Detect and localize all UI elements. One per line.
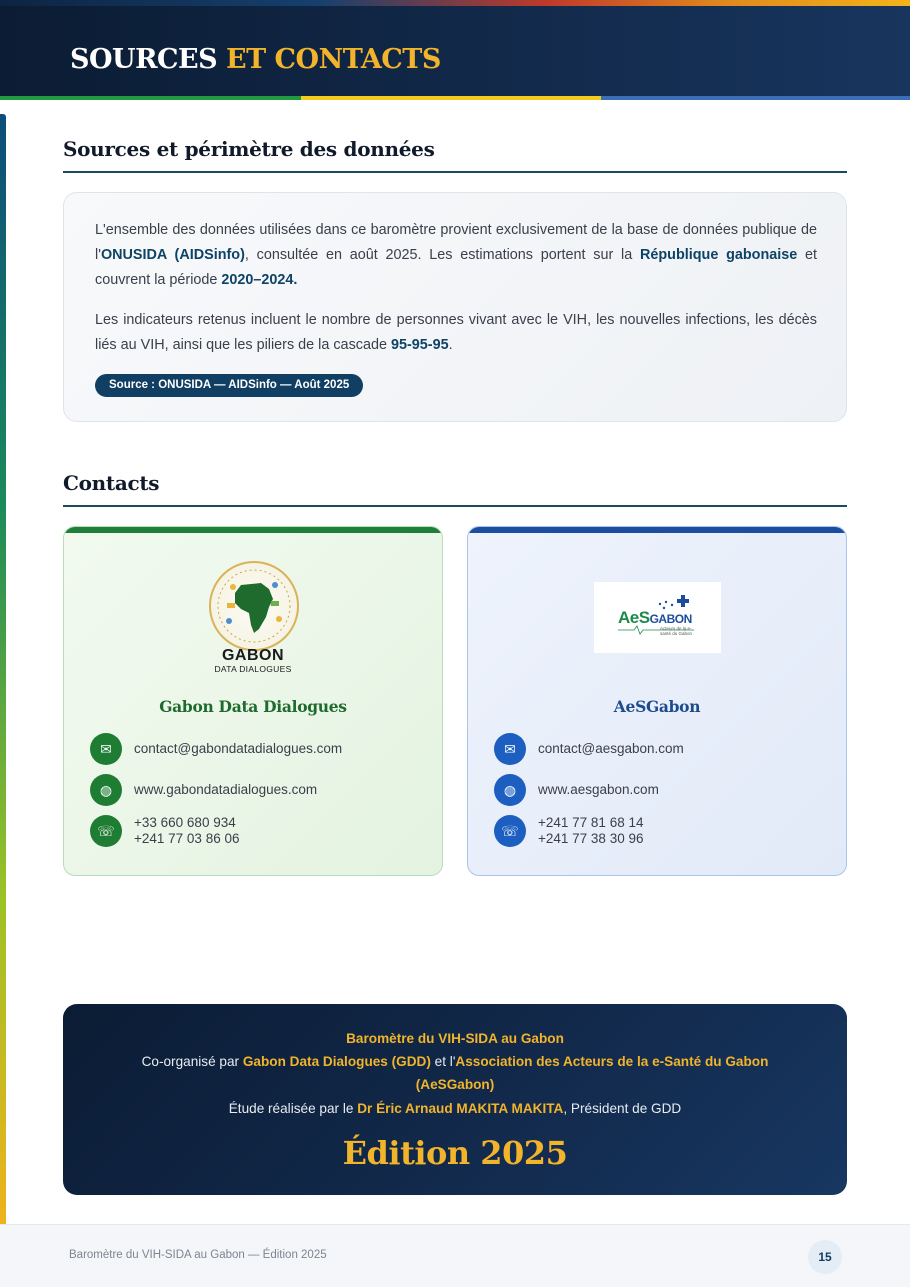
flag-yellow	[301, 96, 601, 100]
edition-title: Édition 2025	[342, 1134, 568, 1172]
gdd-logo-big: GABON	[221, 647, 285, 664]
aes-web-row[interactable]	[494, 774, 659, 806]
gdd-phones[interactable]	[134, 815, 239, 847]
gdd-email[interactable]: contact@gabondatadialogues.com	[134, 741, 343, 756]
gdd-web-row[interactable]	[90, 774, 317, 806]
aes-logo-tagline: Acteurs de la e-santé du Gabon	[660, 626, 693, 636]
flag-green	[0, 96, 301, 100]
aes-name: AeSGabon	[613, 697, 701, 716]
africa-map-icon	[211, 563, 297, 649]
flag-blue	[601, 96, 910, 100]
aes-phone-2[interactable]: +241 77 38 30 96	[538, 831, 644, 846]
page-number: 15	[808, 1240, 842, 1274]
sources-section-rule	[63, 171, 847, 173]
gdd-website[interactable]: www.gabondatadialogues.com	[134, 782, 318, 797]
aes-phone-row[interactable]	[494, 815, 643, 847]
sources-paragraph-1: L'ensemble des données utilisées dans ce baromètre provient exclusivement de la base de données publique de l'ONUSIDA (AIDSinfo), consultée en août 2025. Les estimations portent sur la République gabonaise et couvrent la période 2020–2024.	[95, 222, 817, 288]
gdd-name: Gabon Data Dialogues	[159, 697, 347, 716]
page-header	[0, 6, 910, 96]
page-title-accent: ET CONTACTS	[225, 44, 441, 75]
aes-logo-mark: AeSGABON	[618, 608, 692, 627]
aes-website[interactable]: www.aesgabon.com	[538, 782, 659, 797]
envelope-icon: ✉	[90, 733, 122, 765]
contact-card-aes	[467, 526, 847, 876]
page-title	[70, 44, 441, 75]
page-title-main: SOURCES	[70, 44, 218, 75]
gdd-logo-wordmark	[64, 647, 442, 674]
contact-card-gdd	[63, 526, 443, 876]
footer-text: Baromètre du VIH-SIDA au Gabon — Édition 2025	[69, 1249, 327, 1261]
aes-email-row[interactable]	[494, 733, 684, 765]
gdd-phone-2[interactable]: +241 77 03 86 06	[134, 831, 240, 846]
envelope-icon: ✉	[494, 733, 526, 765]
sources-box	[63, 192, 847, 422]
edition-banner	[63, 1004, 847, 1195]
banner-line-3: (AeSGabon)	[415, 1077, 495, 1092]
aes-phone-1[interactable]: +241 77 81 68 14	[538, 815, 644, 830]
banner-line-2: Co-organisé par Gabon Data Dialogues (GDD) et l'Association des Acteurs de la e-Santé du Gabon	[141, 1054, 769, 1069]
aes-email[interactable]: contact@aesgabon.com	[538, 741, 684, 756]
phone-icon: ☏	[494, 815, 526, 847]
aes-phones[interactable]	[538, 815, 643, 847]
card-top-accent	[468, 527, 846, 533]
sources-paragraph-2: Les indicateurs retenus incluent le nombre de personnes vivant avec le VIH, les nouvelles infections, les décès liés au VIH, ainsi que les piliers de la cascade 95-95-95.	[95, 312, 817, 353]
card-top-accent	[64, 527, 442, 533]
source-badge: Source : ONUSIDA — AIDSinfo — Août 2025	[95, 374, 363, 397]
contacts-section-rule	[63, 505, 847, 507]
side-accent-strip	[0, 114, 6, 1230]
gdd-phone-1[interactable]: +33 660 680 934	[134, 815, 236, 830]
page-footer	[0, 1224, 910, 1287]
gdd-email-row[interactable]	[90, 733, 342, 765]
globe-icon: ◍	[494, 774, 526, 806]
phone-icon: ☏	[90, 815, 122, 847]
sources-section-title: Sources et périmètre des données	[63, 137, 435, 161]
gdd-phone-row[interactable]	[90, 815, 239, 847]
gdd-logo-small: DATA DIALOGUES	[214, 664, 292, 674]
aes-logo	[594, 582, 721, 653]
globe-icon: ◍	[90, 774, 122, 806]
banner-line-1: Baromètre du VIH-SIDA au Gabon	[346, 1031, 564, 1046]
banner-line-4: Étude réalisée par le Dr Éric Arnaud MAKITA MAKITA, Président de GDD	[228, 1101, 682, 1116]
gdd-logo-emblem	[209, 561, 299, 651]
contacts-section-title: Contacts	[63, 471, 160, 495]
flag-color-bar	[0, 96, 910, 100]
